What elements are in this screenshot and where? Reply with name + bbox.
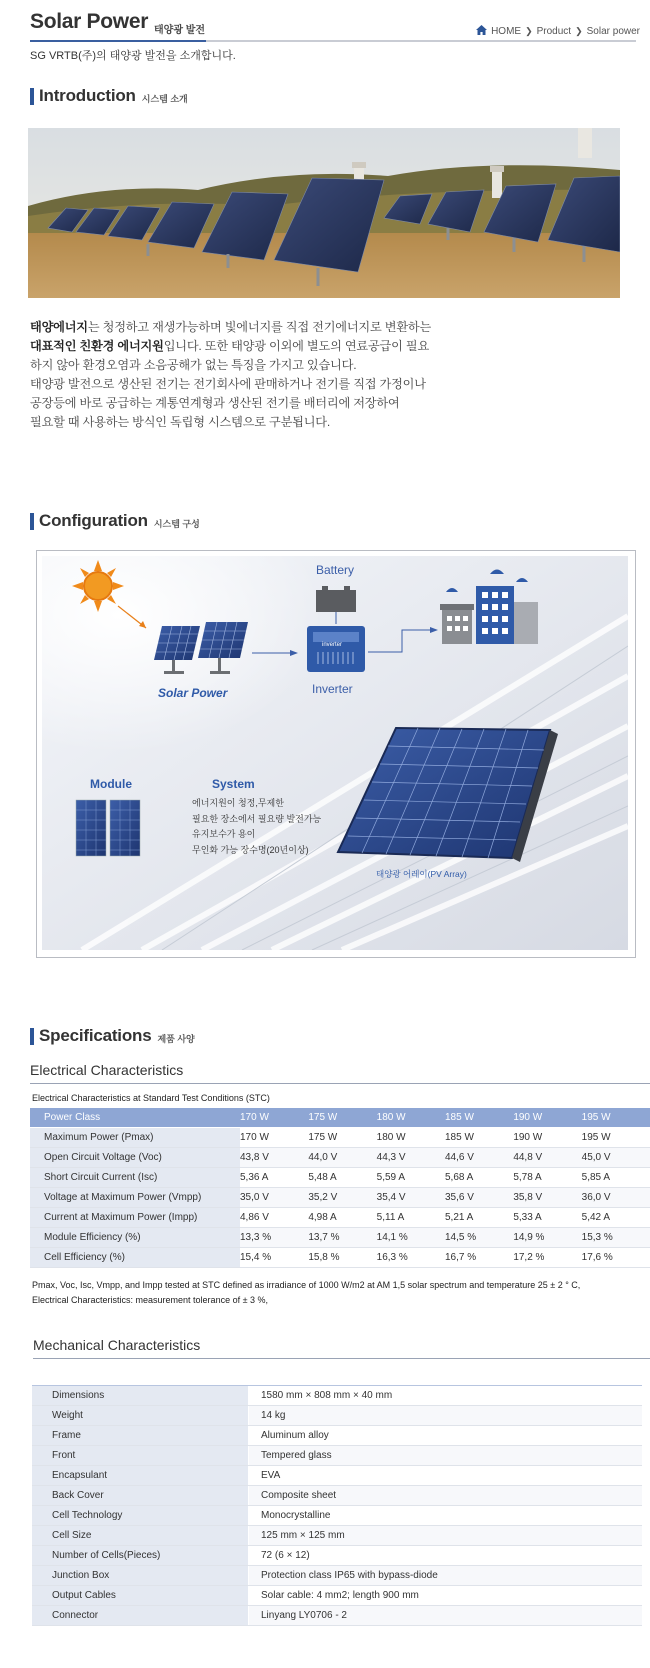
table-cell: 35,4 V (377, 1188, 445, 1208)
system-features (192, 796, 321, 858)
section-title: Specifications (39, 1026, 152, 1045)
table-cell: 14 kg (249, 1406, 643, 1426)
column-header: 195 W (582, 1108, 650, 1128)
system-feature: 무인화 가능 장수명(20년이상) (192, 844, 309, 855)
table-cell: 180 W (377, 1128, 445, 1148)
table-cell: 17,6 % (582, 1248, 650, 1268)
table-row (32, 1526, 642, 1546)
column-header: Power Class (30, 1108, 240, 1128)
system-feature: 유지보수가 용이 (192, 829, 256, 839)
row-label: Number of Cells(Pieces) (32, 1546, 249, 1566)
table-row (30, 1148, 650, 1168)
table-cell: 190 W (513, 1128, 581, 1148)
table-cell: 45,0 V (582, 1148, 650, 1168)
row-label: Open Circuit Voltage (Voc) (30, 1148, 240, 1168)
note-line: Pmax, Voc, Isc, Vmpp, and Impp tested at STC defined as irradiance of 1000 W/m2 at AM 1,5 solar spectrum and temperature 25 ± 2 ° C, (32, 1280, 581, 1290)
breadcrumb (476, 25, 640, 38)
table-cell: 185 W (445, 1128, 513, 1148)
label-module: Module (90, 777, 132, 791)
table-cell: 15,8 % (308, 1248, 376, 1268)
header-divider-accent (30, 40, 206, 42)
table-row (30, 1168, 650, 1188)
row-label: Cell Efficiency (%) (30, 1248, 240, 1268)
table-row (32, 1426, 642, 1446)
table-row (32, 1506, 642, 1526)
table-cell: 36,0 V (582, 1188, 650, 1208)
table-cell: Solar cable: 4 mm2; length 900 mm (249, 1586, 643, 1606)
table-cell: 13,7 % (308, 1228, 376, 1248)
table-cell: 35,6 V (445, 1188, 513, 1208)
table-cell: 5,48 A (308, 1168, 376, 1188)
table-cell: 5,42 A (582, 1208, 650, 1228)
section-title: Configuration (39, 511, 148, 530)
table-cell: 5,68 A (445, 1168, 513, 1188)
mechanical-heading-line (33, 1358, 650, 1359)
table-cell: 5,85 A (582, 1168, 650, 1188)
intro-line-3: 하지 않아 환경오염과 소음공해가 없는 특징을 가지고 있습니다. (30, 358, 357, 372)
electrical-notes (32, 1278, 580, 1308)
table-cell: 17,2 % (513, 1248, 581, 1268)
electrical-caption: Electrical Characteristics at Standard Test Conditions (STC) (32, 1093, 270, 1103)
table-cell: 15,4 % (240, 1248, 308, 1268)
table-cell: 14,5 % (445, 1228, 513, 1248)
row-label: Cell Size (32, 1526, 249, 1546)
table-cell: 14,1 % (377, 1228, 445, 1248)
chevron-right-icon: ❯ (575, 26, 583, 36)
column-header: 190 W (513, 1108, 581, 1128)
table-cell: Tempered glass (249, 1446, 643, 1466)
row-label: Voltage at Maximum Power (Vmpp) (30, 1188, 240, 1208)
table-row (32, 1386, 642, 1406)
electrical-table (30, 1108, 650, 1268)
breadcrumb-product[interactable]: Product (536, 26, 572, 37)
table-cell: 44,3 V (377, 1148, 445, 1168)
section-heading-introduction (30, 87, 188, 105)
table-header-row (30, 1108, 650, 1128)
table-cell: 35,8 V (513, 1188, 581, 1208)
table-row (32, 1566, 642, 1586)
row-label: Maximum Power (Pmax) (30, 1128, 240, 1148)
introduction-paragraph (30, 318, 460, 432)
section-subtitle: 제품 사양 (157, 1034, 195, 1044)
solar-field-photo (28, 128, 620, 298)
row-label: Output Cables (32, 1586, 249, 1606)
table-cell: 35,0 V (240, 1188, 308, 1208)
section-subtitle: 시스템 소개 (141, 94, 188, 104)
section-heading-configuration (30, 512, 200, 530)
breadcrumb-current: Solar power (586, 26, 640, 37)
row-label: Current at Maximum Power (Impp) (30, 1208, 240, 1228)
note-line: Electrical Characteristics: measurement tolerance of ± 3 %, (32, 1295, 269, 1305)
heading-bar (30, 88, 34, 105)
table-cell: 5,33 A (513, 1208, 581, 1228)
table-cell: 14,9 % (513, 1228, 581, 1248)
table-row (30, 1208, 650, 1228)
intro-bold-1: 태양에너지 (30, 320, 88, 334)
row-label: Back Cover (32, 1486, 249, 1506)
intro-line-2: 입니다. 또한 태양광 이외에 별도의 연료공급이 필요 (163, 339, 430, 353)
inverter-icon (307, 626, 365, 672)
table-cell: 44,0 V (308, 1148, 376, 1168)
table-row (32, 1406, 642, 1426)
table-cell: 43,8 V (240, 1148, 308, 1168)
table-cell: 175 W (308, 1128, 376, 1148)
row-label: Frame (32, 1426, 249, 1446)
mechanical-table (32, 1386, 642, 1626)
table-row (30, 1188, 650, 1208)
page-title: Solar Power (30, 10, 149, 33)
row-label: Weight (32, 1406, 249, 1426)
table-cell: 72 (6 × 12) (249, 1546, 643, 1566)
section-title: Introduction (39, 86, 136, 105)
page-intro: SG VRTB(주)의 태양광 발전을 소개합니다. (30, 50, 236, 62)
table-cell: Protection class IP65 with bypass-diode (249, 1566, 643, 1586)
table-row (32, 1486, 642, 1506)
row-label: Junction Box (32, 1566, 249, 1586)
chevron-right-icon: ❯ (525, 26, 533, 36)
table-row (32, 1466, 642, 1486)
label-system: System (212, 777, 255, 791)
label-inverter-box: inverter (322, 642, 343, 648)
table-cell: 5,59 A (377, 1168, 445, 1188)
table-cell: Composite sheet (249, 1486, 643, 1506)
label-inverter: Inverter (312, 682, 353, 696)
table-row (30, 1228, 650, 1248)
home-icon[interactable] (476, 25, 487, 38)
label-solar-power: Solar Power (158, 686, 228, 700)
table-cell: Aluminum alloy (249, 1426, 643, 1446)
table-cell: 5,11 A (377, 1208, 445, 1228)
table-cell: 5,21 A (445, 1208, 513, 1228)
electrical-heading-line (30, 1083, 650, 1084)
heading-bar (30, 1028, 34, 1045)
breadcrumb-home[interactable]: HOME (491, 26, 522, 37)
table-cell: 15,3 % (582, 1228, 650, 1248)
table-row (32, 1586, 642, 1606)
diagram-background (42, 556, 628, 950)
column-header: 170 W (240, 1108, 308, 1128)
table-cell: Monocrystalline (249, 1506, 643, 1526)
table-cell: 4,98 A (308, 1208, 376, 1228)
column-header: 185 W (445, 1108, 513, 1128)
row-label: Dimensions (32, 1386, 249, 1406)
table-cell: 195 W (582, 1128, 650, 1148)
section-subtitle: 시스템 구성 (153, 519, 200, 529)
table-cell: 16,7 % (445, 1248, 513, 1268)
system-feature: 필요한 장소에서 필요량 발전가능 (192, 813, 322, 824)
label-pv-array: 태양광 어레이(PV Array) (376, 869, 467, 879)
table-cell: 1580 mm × 808 mm × 40 mm (249, 1386, 643, 1406)
column-header: 180 W (377, 1108, 445, 1128)
table-cell: 5,78 A (513, 1168, 581, 1188)
intro-bold-2: 대표적인 친환경 에너지원 (30, 339, 164, 353)
table-row (30, 1128, 650, 1148)
table-row (32, 1606, 642, 1626)
table-cell: EVA (249, 1466, 643, 1486)
section-heading-specifications (30, 1027, 195, 1045)
row-label: Cell Technology (32, 1506, 249, 1526)
intro-line-1: 는 청정하고 재생가능하며 빛에너지를 직접 전기에너지로 변환하는 (87, 320, 432, 334)
electrical-heading: Electrical Characteristics (30, 1062, 184, 1078)
row-label: Module Efficiency (%) (30, 1228, 240, 1248)
label-battery: Battery (316, 563, 355, 577)
configuration-diagram (42, 556, 628, 950)
table-cell: Linyang LY0706 - 2 (249, 1606, 643, 1626)
table-cell: 5,36 A (240, 1168, 308, 1188)
intro-line-5: 공장등에 바로 공급하는 계통연계형과 생산된 전기를 배터리에 저장하여 (30, 396, 400, 410)
intro-line-4: 태양광 발전으로 생산된 전기는 전기회사에 판매하거나 전기를 직접 가정이나 (30, 377, 426, 391)
column-header: 175 W (308, 1108, 376, 1128)
table-cell: 170 W (240, 1128, 308, 1148)
table-cell: 35,2 V (308, 1188, 376, 1208)
table-row (30, 1248, 650, 1268)
row-label: Encapsulant (32, 1466, 249, 1486)
table-cell: 13,3 % (240, 1228, 308, 1248)
mechanical-heading: Mechanical Characteristics (33, 1337, 201, 1353)
row-label: Front (32, 1446, 249, 1466)
heading-bar (30, 513, 34, 530)
intro-line-6: 필요할 때 사용하는 방식인 독립형 시스템으로 구분됩니다. (30, 415, 331, 429)
row-label: Short Circuit Current (Isc) (30, 1168, 240, 1188)
table-row (32, 1446, 642, 1466)
row-label: Connector (32, 1606, 249, 1626)
table-cell: 4,86 V (240, 1208, 308, 1228)
table-cell: 44,6 V (445, 1148, 513, 1168)
page-subtitle: 태양광 발전 (154, 25, 206, 36)
table-row (32, 1546, 642, 1566)
table-cell: 44,8 V (513, 1148, 581, 1168)
system-feature: 에너지원이 청정,무제한 (192, 798, 284, 808)
table-cell: 125 mm × 125 mm (249, 1526, 643, 1546)
table-cell: 16,3 % (377, 1248, 445, 1268)
